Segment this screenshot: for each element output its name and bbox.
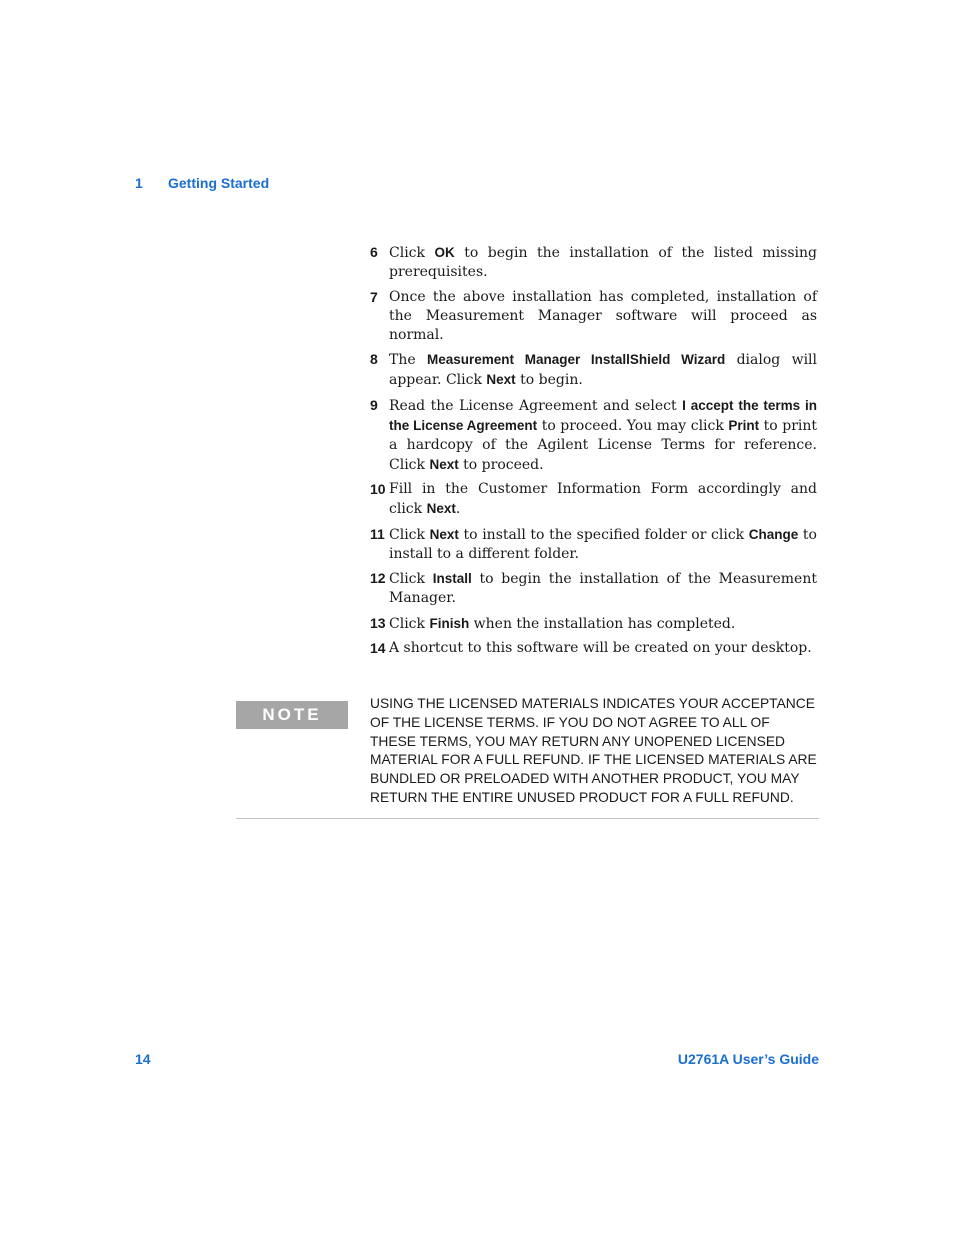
step-number: 7 <box>370 288 378 305</box>
step-text: Once the above installation has completed, installation of the Measurement Manager software will proceed as normal. <box>389 288 817 343</box>
chapter-number: 1 <box>135 175 143 191</box>
step-item <box>370 614 817 634</box>
step-text: Click Install to begin the installation of the Measurement Manager. <box>389 571 817 606</box>
guide-title: U2761A User’s Guide <box>677 1051 819 1067</box>
note-label: NOTE <box>236 701 348 729</box>
page-number: 14 <box>135 1051 151 1067</box>
step-number: 12 <box>370 570 386 586</box>
ui-term: OK <box>434 245 455 260</box>
step-number: 14 <box>370 640 386 656</box>
ui-term: Change <box>748 526 799 542</box>
ui-term: Measurement Manager InstallShield Wizard <box>427 352 726 367</box>
ui-term: I accept the terms in the License Agreement <box>389 397 817 433</box>
ui-term: Next <box>426 501 456 516</box>
ui-term: Next <box>486 372 516 387</box>
step-number: 11 <box>370 525 385 542</box>
ui-term: Next <box>429 456 459 472</box>
step-item <box>370 525 817 564</box>
step-number: 8 <box>370 351 378 367</box>
step-item <box>370 243 817 282</box>
installation-steps-list <box>370 243 817 664</box>
ui-term: Install <box>432 571 472 586</box>
step-number: 10 <box>370 481 386 497</box>
ui-term: Finish <box>429 615 470 631</box>
step-item <box>370 288 817 345</box>
step-text: Read the License Agreement and select I accept the terms in the License Agreement to proceed. You may click Print to print a hardcopy of the Agilent License Terms for reference. Click Next to proceed. <box>389 397 818 473</box>
step-item <box>370 569 817 608</box>
step-number: 13 <box>370 614 386 631</box>
step-text: A shortcut to this software will be created on your desktop. <box>389 640 812 656</box>
ui-term: Print <box>728 417 760 433</box>
note-divider <box>236 818 819 819</box>
step-number: 9 <box>370 396 378 413</box>
step-item <box>370 396 817 475</box>
step-text: Fill in the Customer Information Form accordingly and click Next. <box>389 481 817 517</box>
step-text: Click Finish when the installation has completed. <box>389 615 736 632</box>
step-item <box>370 350 817 390</box>
chapter-header <box>135 175 269 191</box>
ui-term: Next <box>429 526 459 542</box>
step-text: Click Next to install to the specified folder or click Change to install to a different folder. <box>389 526 817 562</box>
step-number: 6 <box>370 244 378 260</box>
step-item <box>370 639 817 658</box>
step-text: The Measurement Manager InstallShield Wizard dialog will appear. Click Next to begin. <box>389 352 817 388</box>
step-item <box>370 480 817 519</box>
step-text: Click OK to begin the installation of the listed missing prerequisites. <box>389 245 817 280</box>
chapter-title: Getting Started <box>168 175 270 191</box>
note-text: USING THE LICENSED MATERIALS INDICATES YOUR ACCEPTANCE OF THE LICENSE TERMS. IF YOU DO NOT AGREE TO ALL OF THESE TERMS, YOU MAY RETURN ANY UNOPENED LICENSED MATERIAL FOR A FULL REFUND. IF THE LICENSED MATERIALS ARE BUNDLED OR PRELOADED WITH ANOTHER PRODUCT, YOU MAY RETURN THE ENTIRE UNUSED PRODUCT FOR A FULL REFUND. <box>370 696 817 805</box>
